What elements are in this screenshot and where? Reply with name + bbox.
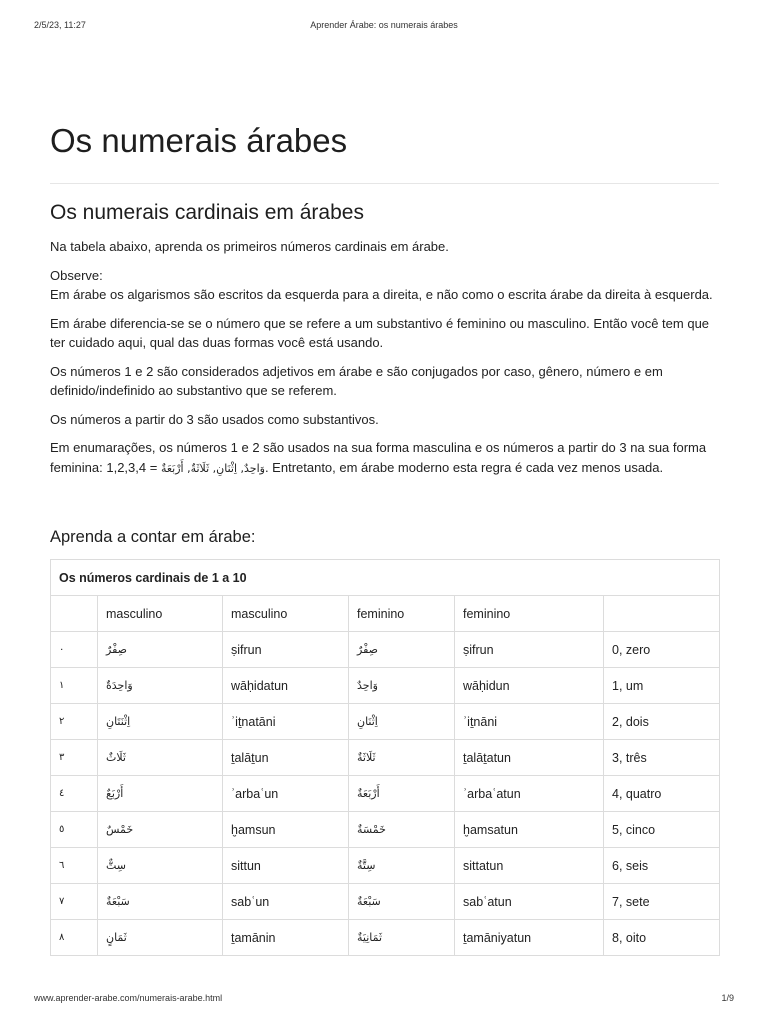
- table-caption: Os números cardinais de 1 a 10: [51, 560, 720, 596]
- feminine-transliteration-cell: ṣifrun: [455, 632, 604, 668]
- feminine-arabic-cell: صِفْرٌ: [349, 632, 455, 668]
- feminine-arabic-cell: سَبْعَةٌ: [349, 884, 455, 920]
- masculine-arabic-cell: أَرْبَعٌ: [98, 776, 223, 812]
- digit-cell: ٥: [51, 812, 98, 848]
- header-digit: [51, 596, 98, 632]
- observe-text: Em árabe os algarismos são escritos da esquerda para a direita, e não como o escrita árabe da direita à esquerda.: [50, 287, 713, 302]
- meaning-cell: 3, três: [604, 740, 720, 776]
- print-header: [34, 20, 734, 34]
- feminine-transliteration-cell: ʾarbaʿatun: [455, 776, 604, 812]
- masculine-transliteration-cell: ṯalāṯun: [223, 740, 349, 776]
- feminine-transliteration-cell: ʾiṯnāni: [455, 704, 604, 740]
- meaning-cell: 5, cinco: [604, 812, 720, 848]
- header-masculine-transliteration: masculino: [223, 596, 349, 632]
- masculine-arabic-cell: سِتٌّ: [98, 848, 223, 884]
- masculine-transliteration-cell: ḫamsun: [223, 812, 349, 848]
- meaning-cell: 7, sete: [604, 884, 720, 920]
- paragraph-substantives: Os números a partir do 3 são usados como substantivos.: [50, 411, 379, 427]
- intro-paragraphs: [50, 237, 719, 487]
- feminine-arabic-cell: أَرْبَعَةٌ: [349, 776, 455, 812]
- meaning-cell: 0, zero: [604, 632, 720, 668]
- feminine-arabic-cell: ثَمَانِيَةٌ: [349, 920, 455, 956]
- table-row: [51, 812, 720, 848]
- digit-cell: ٠: [51, 632, 98, 668]
- masculine-transliteration-cell: ṣifrun: [223, 632, 349, 668]
- masculine-transliteration-cell: ʾiṯnatāni: [223, 704, 349, 740]
- table-caption-row: [51, 560, 720, 596]
- masculine-arabic-cell: صِفْرٌ: [98, 632, 223, 668]
- enumeration-arabic: وَاحِدٌ, اِثْنَانِ, ثَلَاثَةٌ, أَرْبَعَةٌ: [160, 461, 265, 475]
- table-row: [51, 704, 720, 740]
- table-row: [51, 740, 720, 776]
- masculine-transliteration-cell: ṯamānin: [223, 920, 349, 956]
- paragraph-gender: Em árabe diferencia-se se o número que se refere a um substantivo é feminino ou masculino. Então você tem que ter cuidado aqui, qual das duas formas você está usando.: [50, 315, 710, 350]
- table-row: [51, 776, 720, 812]
- page-number: 1/9: [721, 993, 734, 1003]
- meaning-cell: 4, quatro: [604, 776, 720, 812]
- observe-label: Observe:: [50, 267, 103, 283]
- feminine-arabic-cell: خَمْسَةٌ: [349, 812, 455, 848]
- print-datetime: 2/5/23, 11:27: [34, 20, 86, 30]
- header-meaning: [604, 596, 720, 632]
- masculine-arabic-cell: ثَمَانٍ: [98, 920, 223, 956]
- header-masculine-arabic: masculino: [98, 596, 223, 632]
- masculine-transliteration-cell: sittun: [223, 848, 349, 884]
- feminine-transliteration-cell: ḫamsatun: [455, 812, 604, 848]
- masculine-arabic-cell: اِثْنَتَانِ: [98, 704, 223, 740]
- header-feminine-transliteration: feminino: [455, 596, 604, 632]
- paragraph-adjectives: Os números 1 e 2 são considerados adjetivos em árabe e são conjugados por caso, gênero, número e em definido/indefinido ao substantivo que se referem.: [50, 363, 663, 398]
- feminine-arabic-cell: ثَلَاثَةٌ: [349, 740, 455, 776]
- feminine-arabic-cell: اِثْنَانِ: [349, 704, 455, 740]
- digit-cell: ٢: [51, 704, 98, 740]
- header-feminine-arabic: feminino: [349, 596, 455, 632]
- enumeration-text-start: Em enumarações, os números 1 e 2 são usados na sua forma masculina e os números a partir do 3 na sua forma feminina: 1,2,3,4 =: [50, 440, 707, 475]
- digit-cell: ١: [51, 668, 98, 704]
- cardinal-numbers-table: [50, 559, 720, 956]
- masculine-transliteration-cell: wāḥidatun: [223, 668, 349, 704]
- table-row: [51, 668, 720, 704]
- print-url: www.aprender-arabe.com/numerais-arabe.html: [34, 993, 223, 1003]
- masculine-arabic-cell: سَبْعَةٌ: [98, 884, 223, 920]
- digit-cell: ٤: [51, 776, 98, 812]
- table-header-row: [51, 596, 720, 632]
- feminine-transliteration-cell: ṯalāṯatun: [455, 740, 604, 776]
- feminine-transliteration-cell: ṯamāniyatun: [455, 920, 604, 956]
- table-heading: Aprenda a contar em árabe:: [50, 528, 256, 546]
- paragraph-enumeration: [50, 438, 719, 478]
- paragraph-intro: Na tabela abaixo, aprenda os primeiros números cardinais em árabe.: [50, 239, 449, 254]
- divider: [50, 183, 719, 184]
- table-row: [51, 920, 720, 956]
- print-page-title: Aprender Árabe: os numerais árabes: [310, 20, 458, 30]
- paragraph-observe: [50, 266, 719, 305]
- meaning-cell: 1, um: [604, 668, 720, 704]
- meaning-cell: 6, seis: [604, 848, 720, 884]
- digit-cell: ٦: [51, 848, 98, 884]
- digit-cell: ٣: [51, 740, 98, 776]
- masculine-transliteration-cell: sabʿun: [223, 884, 349, 920]
- page-title: Os numerais árabes: [50, 122, 348, 159]
- meaning-cell: 2, dois: [604, 704, 720, 740]
- masculine-transliteration-cell: ʾarbaʿun: [223, 776, 349, 812]
- table-row: [51, 848, 720, 884]
- enumeration-text-end: . Entretanto, em árabe moderno esta regra é cada vez menos usada.: [264, 459, 664, 475]
- masculine-arabic-cell: وَاحِدَةٌ: [98, 668, 223, 704]
- section-title: Os numerais cardinais em árabes: [50, 201, 364, 224]
- meaning-cell: 8, oito: [604, 920, 720, 956]
- feminine-transliteration-cell: sabʿatun: [455, 884, 604, 920]
- masculine-arabic-cell: ثَلَاثٌ: [98, 740, 223, 776]
- feminine-transliteration-cell: sittatun: [455, 848, 604, 884]
- feminine-arabic-cell: وَاحِدٌ: [349, 668, 455, 704]
- masculine-arabic-cell: خَمْسٌ: [98, 812, 223, 848]
- table-row: [51, 632, 720, 668]
- table-row: [51, 884, 720, 920]
- print-footer: [34, 993, 734, 1007]
- feminine-arabic-cell: سِتَّةٌ: [349, 848, 455, 884]
- feminine-transliteration-cell: wāḥidun: [455, 668, 604, 704]
- digit-cell: ٨: [51, 920, 98, 956]
- digit-cell: ٧: [51, 884, 98, 920]
